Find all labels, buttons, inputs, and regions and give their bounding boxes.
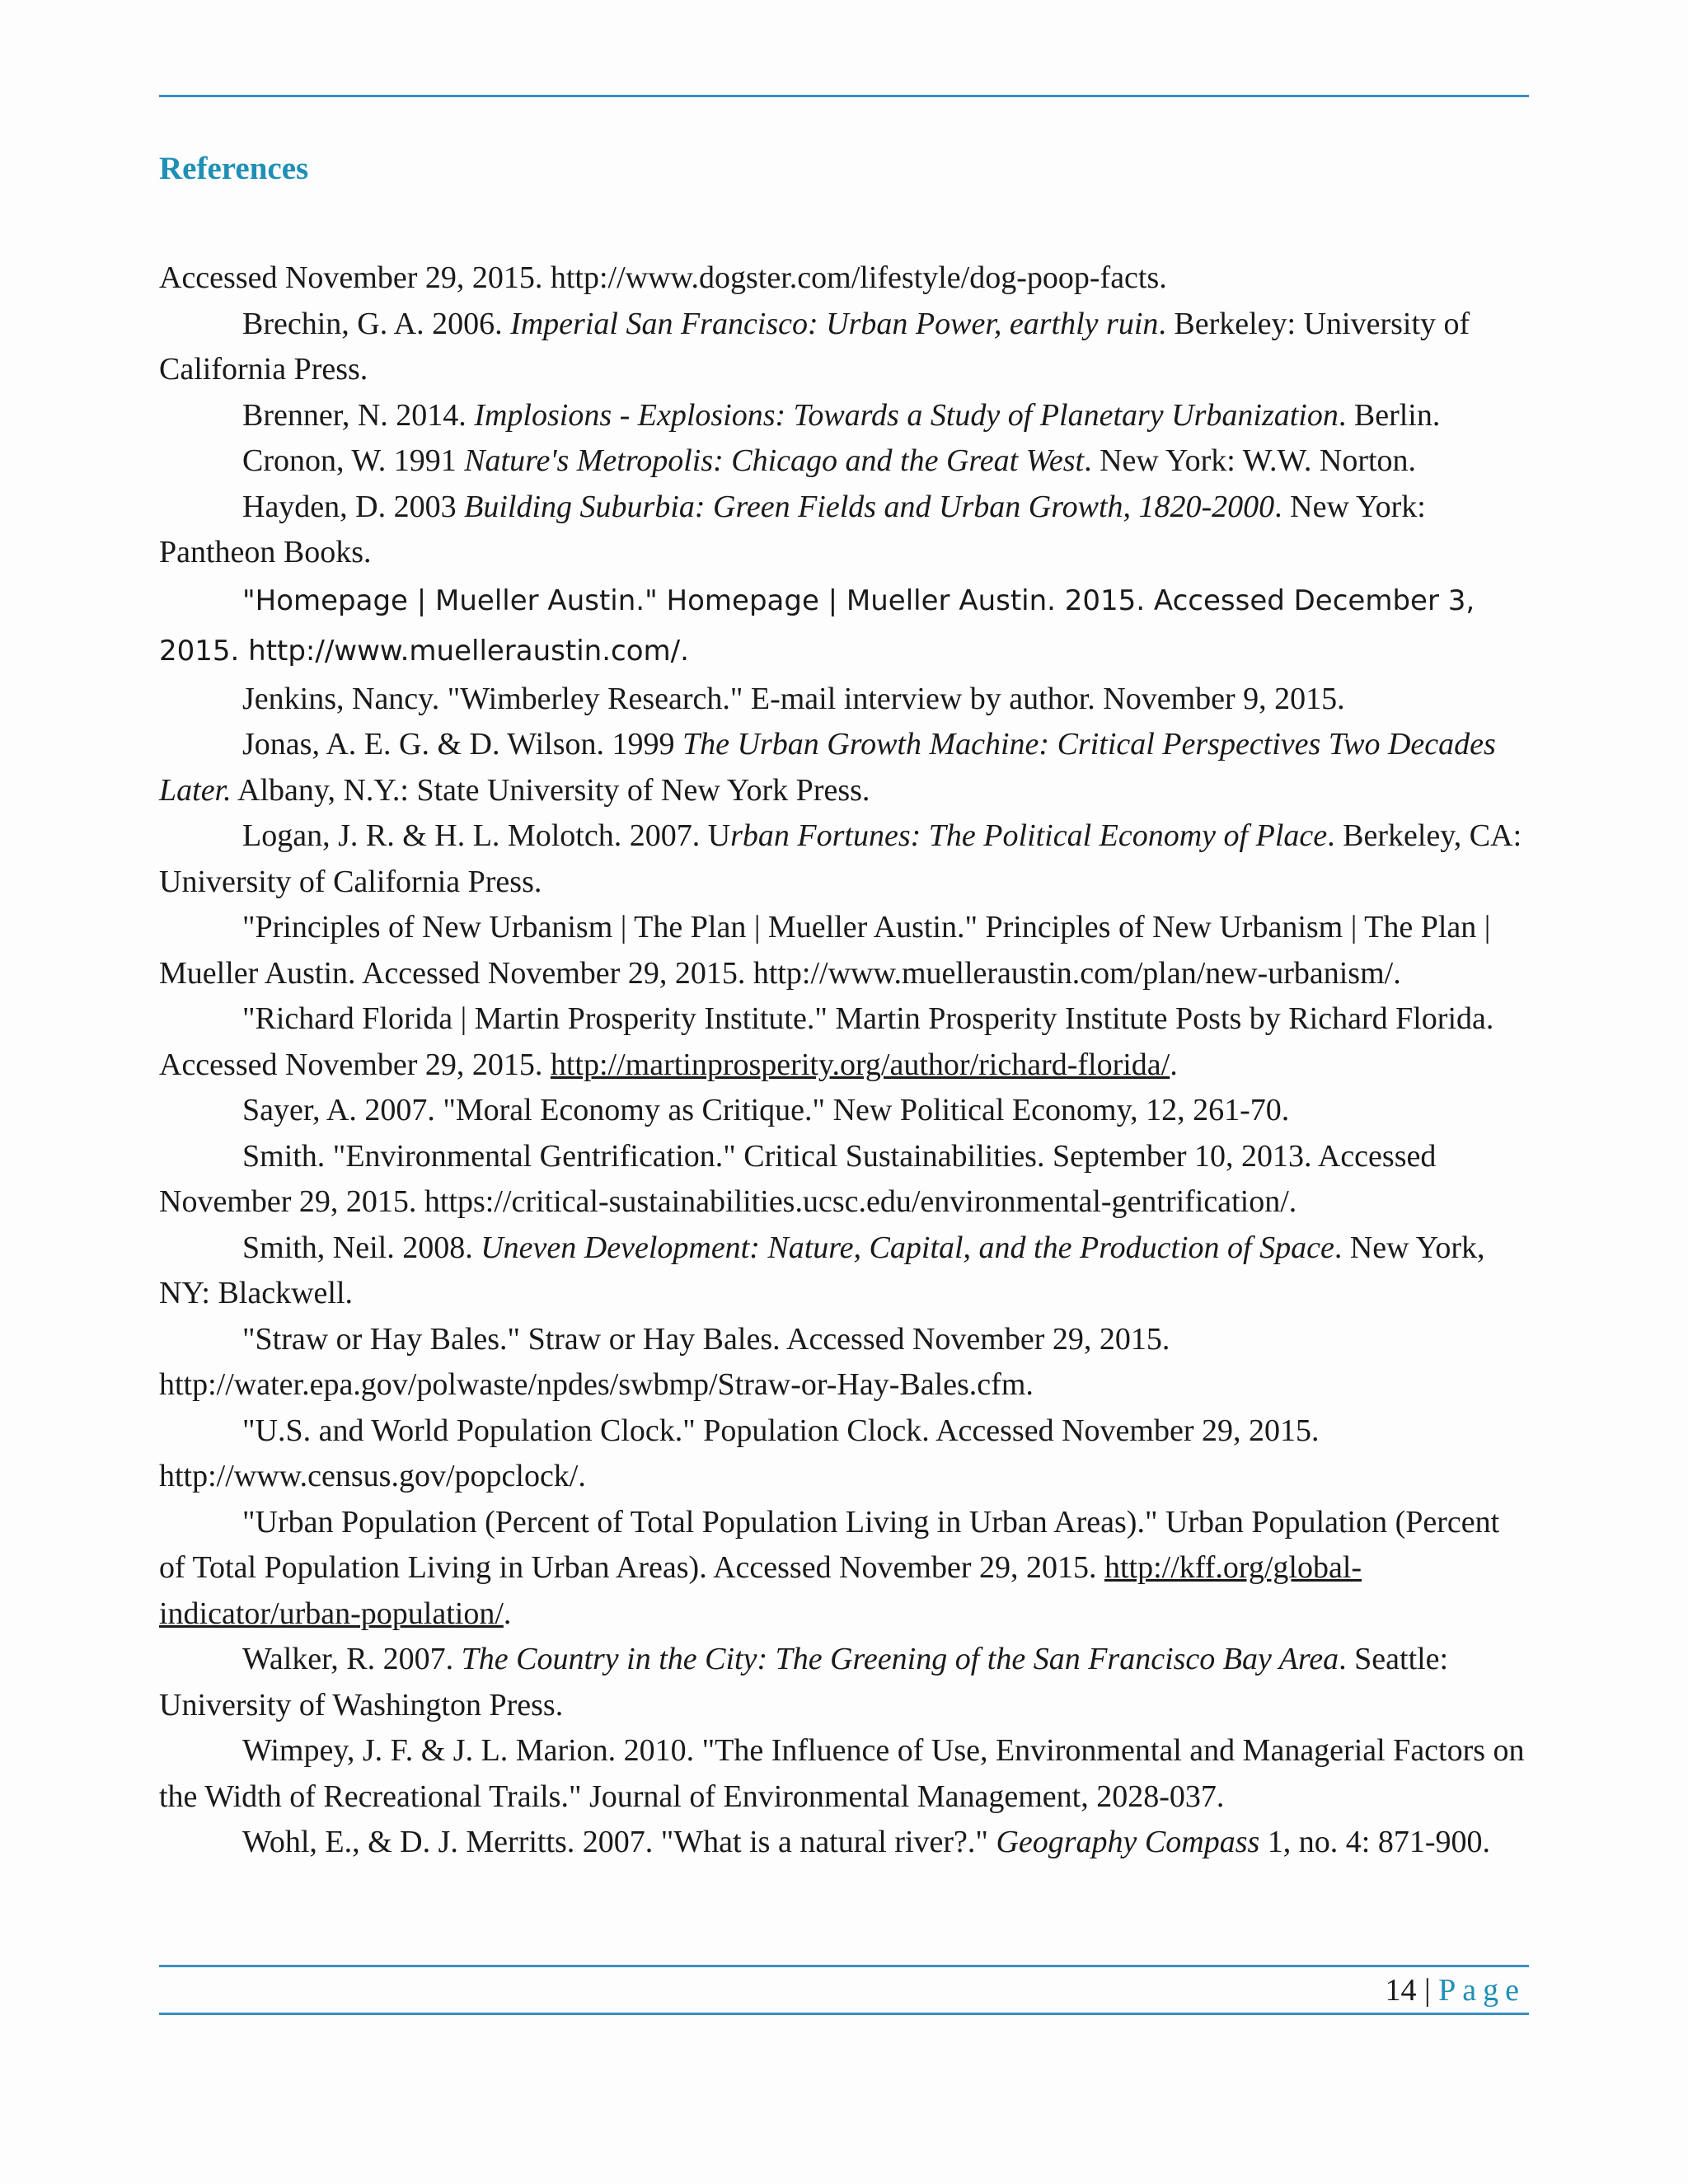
reference-text: Wimpey, J. F. & J. L. Marion. 2010. "The Influence of Use, Environmental and Managerial Factors on the Width of Recreational Trails." Journal of Environmental Management, 2028-037. — [159, 1733, 1525, 1814]
reference-entry — [159, 1134, 1532, 1226]
footer-rule-top — [159, 1965, 1529, 1967]
reference-text: . Berkeley, CA: University of California Press. — [159, 818, 1522, 899]
reference-entry — [159, 1500, 1532, 1638]
reference-text: . New York: W.W. Norton. — [1084, 443, 1417, 478]
reference-text: . Berlin. — [1338, 397, 1441, 433]
reference-entry — [159, 1317, 1532, 1408]
reference-text: 1, no. 4: 871-900. — [1259, 1825, 1490, 1859]
reference-entry — [159, 1728, 1532, 1820]
reference-text: Jenkins, Nancy. "Wimberley Research." E-mail interview by author. November 9, 2015. — [242, 681, 1345, 716]
reference-text: Hayden, D. 2003 — [242, 489, 465, 524]
references-heading: References — [159, 151, 309, 186]
reference-text: . — [503, 1596, 512, 1631]
reference-entry — [159, 1226, 1532, 1317]
reference-title: rban Fortunes: The Political Economy of Place — [730, 818, 1328, 853]
reference-entry — [159, 255, 1532, 302]
reference-text: "Straw or Hay Bales." Straw or Hay Bales. Accessed November 29, 2015. http://water.epa.gov/polwaste/npdes/swbmp/Straw-or-Hay-Bales.cfm. — [159, 1321, 1170, 1402]
page-footer — [1386, 1970, 1526, 2011]
reference-title: Geography Compass — [996, 1825, 1260, 1859]
reference-link[interactable]: http://kff.org/global-indicator/urban-population/ — [159, 1550, 1362, 1631]
reference-text: . New York, NY: Blackwell. — [159, 1230, 1485, 1310]
reference-text: Sayer, A. 2007. "Moral Economy as Critique." New Political Economy, 12, 261-70. — [242, 1093, 1290, 1127]
reference-title: The Country in the City: The Greening of the San Francisco Bay Area — [461, 1642, 1339, 1676]
page-separator: | — [1416, 1973, 1439, 2008]
reference-text: . New York: Pantheon Books. — [159, 489, 1426, 569]
reference-entry — [159, 576, 1532, 677]
reference-title: The Urban Growth Machine: Critical Perspectives Two Decades Later. — [159, 727, 1496, 808]
reference-text: "Urban Population (Percent of Total Population Living in Urban Areas)." Urban Population (Percent of Total Population Living in Urban Areas). Accessed November 29, 2015. — [159, 1504, 1500, 1585]
reference-title: Uneven Development: Nature, Capital, and the Production of Space — [481, 1230, 1334, 1265]
reference-entry — [159, 1820, 1532, 1866]
reference-entry — [159, 302, 1532, 393]
reference-text: Jonas, A. E. G. & D. Wilson. 1999 — [242, 727, 683, 762]
reference-link[interactable]: http://martinprosperity.org/author/richard-florida/ — [550, 1047, 1170, 1082]
page-label: Page — [1438, 1973, 1526, 2008]
reference-text: Smith. "Environmental Gentrification." Critical Sustainabilities. September 10, 2013. Accessed November 29, 2015. https://critical-sustainabilities.ucsc.edu/environmental-gentrification/. — [159, 1138, 1437, 1219]
reference-text: . Berkeley: University of California Press. — [159, 306, 1470, 387]
reference-text: Logan, J. R. & H. L. Molotch. 2007. U — [242, 818, 731, 853]
reference-entry — [159, 438, 1532, 485]
reference-list — [159, 255, 1532, 1866]
reference-text: Brenner, N. 2014. — [242, 397, 475, 433]
reference-entry — [159, 1637, 1532, 1728]
reference-entry — [159, 813, 1532, 905]
reference-text: Walker, R. 2007. — [242, 1642, 462, 1676]
reference-text: Smith, Neil. 2008. — [242, 1230, 481, 1265]
reference-title: Implosions - Explosions: Towards a Study of Planetary Urbanization — [474, 397, 1339, 433]
reference-entry — [159, 393, 1532, 439]
reference-text: "Richard Florida | Martin Prosperity Institute." Martin Prosperity Institute Posts by Richard Florida. Accessed November 29, 2015. — [159, 1001, 1494, 1082]
reference-entry — [159, 1088, 1532, 1134]
reference-text: "Principles of New Urbanism | The Plan | Mueller Austin." Principles of New Urbanism | The Plan | Mueller Austin. Accessed November 29, 2015. http://www.muelleraustin.com/plan/new-urbanism/. — [159, 910, 1491, 991]
header-rule — [159, 95, 1529, 97]
reference-text: "Homepage | Mueller Austin." Homepage | Mueller Austin. 2015. Accessed December 3, 2015. http://www.muelleraustin.com/. — [159, 583, 1475, 668]
reference-text: Cronon, W. 1991 — [242, 443, 465, 478]
reference-title: Nature's Metropolis: Chicago and the Great West — [464, 443, 1085, 478]
reference-title: Imperial San Francisco: Urban Power, earthly ruin — [510, 306, 1159, 341]
reference-entry — [159, 722, 1532, 813]
reference-title: Building Suburbia: Green Fields and Urban Growth, 1820-2000 — [464, 489, 1275, 524]
reference-text: Brechin, G. A. 2006. — [242, 306, 511, 341]
reference-text: . Seattle: University of Washington Press. — [159, 1642, 1449, 1722]
footer-rule-bottom — [159, 2013, 1529, 2015]
page-number: 14 — [1385, 1973, 1417, 2008]
reference-entry — [159, 677, 1532, 723]
reference-text: Albany, N.Y.: State University of New York Press. — [231, 772, 870, 808]
reference-text: Accessed November 29, 2015. http://www.dogster.com/lifestyle/dog-poop-facts. — [159, 260, 1167, 295]
reference-entry — [159, 1408, 1532, 1500]
reference-text: Wohl, E., & D. J. Merritts. 2007. "What is a natural river?." — [242, 1825, 996, 1859]
reference-text: "U.S. and World Population Clock." Population Clock. Accessed November 29, 2015. http://www.census.gov/popclock/. — [159, 1413, 1320, 1493]
reference-text: . — [1170, 1047, 1178, 1082]
reference-entry — [159, 485, 1532, 576]
reference-entry — [159, 905, 1532, 996]
reference-entry — [159, 996, 1532, 1088]
